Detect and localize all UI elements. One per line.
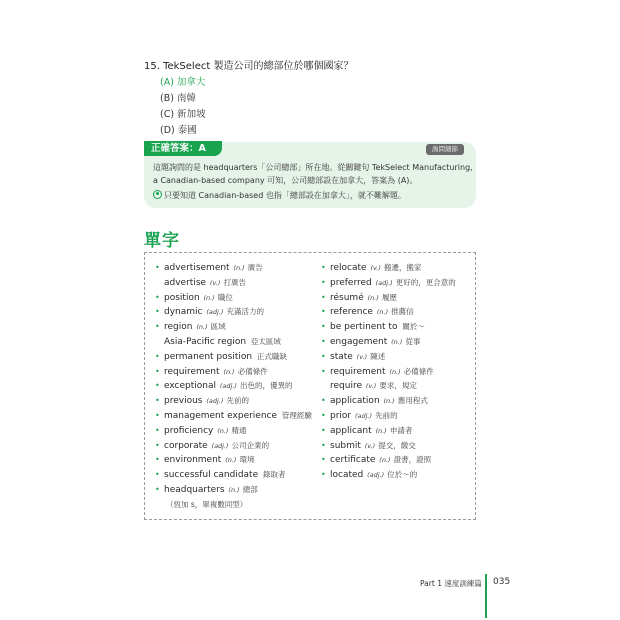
vocab-word: résumé — [330, 292, 367, 303]
part-of-speech: (n.) — [379, 456, 393, 465]
vocab-entry — [155, 394, 315, 409]
bullet-icon: • — [321, 470, 326, 480]
part-of-speech: (n.) — [228, 485, 242, 494]
part-of-speech: (v.) — [364, 441, 378, 450]
page-number: 035 — [493, 577, 511, 587]
vocab-entry — [155, 335, 315, 350]
part-of-speech: (v.) — [356, 352, 370, 361]
bullet-icon: • — [155, 351, 160, 361]
vocab-word: prior — [330, 410, 354, 421]
vocab-entry — [155, 276, 315, 291]
vocab-entry — [155, 439, 315, 454]
chinese-meaning: 先前的 — [375, 410, 398, 420]
vocab-entry — [321, 320, 471, 335]
tip-text: 只要知道 Canadian-based 也指「總部設在加拿大」，就不難解題。 — [164, 191, 406, 200]
tip-line — [153, 189, 468, 202]
vocab-entry — [155, 261, 315, 276]
bullet-icon: • — [155, 263, 160, 272]
bullet-icon: • — [155, 366, 160, 376]
chinese-meaning: 申請者 — [389, 425, 413, 435]
vocab-word: certificate — [330, 455, 379, 466]
vocabulary-box — [144, 252, 476, 520]
chinese-meaning: 充滿活力的 — [226, 307, 264, 317]
vocab-word: previous — [164, 396, 206, 407]
vocab-entry — [155, 453, 315, 468]
part-of-speech: (n.) — [391, 337, 405, 346]
chinese-meaning: 職位 — [217, 292, 233, 302]
part-of-speech: (n.) — [233, 264, 247, 272]
vocab-word: state — [330, 351, 356, 362]
vocab-entry — [155, 483, 315, 498]
chinese-meaning: 總部 — [242, 484, 258, 494]
vocab-word: reference — [330, 307, 376, 318]
bullet-icon: • — [155, 396, 160, 406]
bullet-icon: • — [155, 322, 160, 332]
vocab-entry — [155, 379, 315, 394]
vocab-word: Asia-Pacific region — [164, 336, 249, 347]
tip-icon — [153, 190, 162, 199]
option-a: (A) 加拿大 — [160, 77, 206, 88]
chinese-meaning: 位於～的 — [387, 470, 418, 480]
vocab-column-right — [321, 261, 471, 483]
vocab-word: advertisement — [164, 263, 233, 273]
chinese-meaning: 管理經驗 — [281, 410, 312, 420]
vocab-word: region — [164, 322, 196, 333]
bullet-icon: • — [321, 396, 326, 406]
bullet-icon: • — [321, 351, 326, 361]
question-type-badge: 詢問細節 — [426, 144, 464, 155]
vocab-entry — [155, 468, 315, 483]
part-of-speech: (n.) — [389, 367, 403, 376]
chinese-meaning: 先前的 — [226, 396, 249, 406]
vocab-word: application — [330, 396, 383, 407]
question-stem: 15. TekSelect 製造公司的總部位於哪個國家？ — [144, 61, 354, 72]
footer-divider — [485, 574, 487, 618]
bullet-icon: • — [321, 455, 326, 465]
part-of-speech: (n.) — [375, 426, 389, 435]
bullet-icon: • — [321, 410, 326, 420]
vocab-entry — [155, 365, 315, 380]
bullet-icon: • — [321, 322, 326, 332]
bullet-icon: • — [155, 381, 160, 391]
part-of-speech: (adj.) — [206, 397, 226, 406]
vocab-word: preferred — [330, 277, 375, 288]
bullet-icon: • — [155, 410, 160, 420]
vocab-word: engagement — [330, 336, 391, 347]
vocab-word: management experience — [164, 410, 280, 421]
part-of-speech: (n.) — [217, 426, 231, 435]
vocab-entry — [321, 291, 471, 306]
vocab-word: requirement — [330, 366, 389, 377]
chinese-meaning: 必備條件 — [237, 366, 268, 376]
part-of-speech: (adj.) — [206, 308, 226, 317]
bullet-icon: • — [155, 307, 160, 317]
chinese-meaning: 從事 — [405, 336, 421, 346]
vocab-word: exceptional — [164, 381, 219, 392]
chinese-meaning: 搬遷，搬家 — [383, 263, 422, 272]
chinese-meaning: 廣告 — [247, 263, 263, 272]
vocab-entry — [321, 261, 471, 276]
part-of-speech: (n.) — [367, 293, 381, 302]
bullet-icon: • — [155, 484, 160, 494]
question-block — [144, 58, 353, 139]
part-of-speech: (v.) — [370, 264, 383, 272]
part-of-speech: (v.) — [209, 278, 223, 287]
vocab-entry — [155, 291, 315, 306]
bullet-icon: • — [321, 425, 326, 435]
vocab-word: headquarters — [164, 484, 228, 495]
vocab-entry — [321, 276, 471, 291]
vocab-word: environment — [164, 455, 225, 466]
vocab-entry — [321, 424, 471, 439]
chinese-meaning: 環境 — [239, 455, 255, 465]
chinese-meaning: 關於～ — [402, 322, 425, 332]
vocab-column-left — [155, 261, 315, 513]
vocab-word: relocate — [330, 263, 370, 273]
vocab-word: dynamic — [164, 307, 206, 318]
chinese-meaning: 證書，證照 — [393, 455, 432, 465]
part-of-speech: (adj.) — [367, 471, 387, 480]
chinese-meaning: 更好的，更合意的 — [395, 277, 456, 287]
vocab-entry — [321, 453, 471, 468]
vocab-entry — [321, 305, 471, 320]
vocab-entry — [155, 305, 315, 320]
vocab-entry — [155, 424, 315, 439]
vocab-entry — [321, 350, 471, 365]
chinese-meaning: 陳述 — [370, 351, 386, 361]
vocab-entry — [155, 350, 315, 365]
chinese-meaning: 必備條件 — [403, 366, 434, 376]
part-of-speech: (n.) — [196, 323, 210, 332]
vocab-word: corporate — [164, 440, 211, 451]
footer-part-label: Part 1 速度訓練篇 — [420, 579, 482, 588]
bullet-icon: • — [321, 366, 326, 376]
chinese-meaning: 打廣告 — [223, 277, 246, 287]
vocab-word: requirement — [164, 366, 223, 377]
vocab-word: permanent position — [164, 351, 255, 362]
bullet-icon: • — [155, 455, 160, 465]
bullet-icon: • — [321, 336, 326, 346]
vocab-entry — [155, 320, 315, 335]
vocab-entry — [321, 379, 471, 394]
part-of-speech: (n.) — [223, 367, 237, 376]
bullet-icon: • — [155, 440, 160, 450]
vocab-word: located — [330, 470, 367, 481]
part-of-speech: (adj.) — [375, 278, 395, 287]
vocab-entry — [155, 409, 315, 424]
chinese-meaning: 出色的，優異的 — [240, 381, 293, 391]
vocab-entry — [155, 498, 315, 513]
chinese-meaning: （恆加 s，單複數同型） — [166, 499, 248, 509]
vocab-word: proficiency — [164, 425, 217, 436]
bullet-icon: • — [155, 425, 160, 435]
vocab-word: position — [164, 292, 203, 303]
option-list — [160, 75, 353, 139]
option-c: (C) 新加坡 — [160, 109, 206, 120]
chinese-meaning: 要求，規定 — [379, 381, 417, 391]
part-of-speech: (n.) — [376, 308, 391, 317]
chinese-meaning: 應用程式 — [397, 396, 428, 406]
vocab-word: require — [330, 381, 365, 392]
bullet-icon: • — [155, 470, 160, 480]
answer-explanation-box — [144, 142, 476, 208]
chinese-meaning: 精通 — [231, 425, 247, 435]
chinese-meaning: 正式職缺 — [256, 351, 287, 361]
part-of-speech: (v.) — [365, 382, 379, 391]
chinese-meaning: 亞太區域 — [250, 336, 281, 346]
bullet-icon: • — [321, 307, 326, 317]
chinese-meaning: 提交，繳交 — [378, 440, 416, 450]
chinese-meaning: 履歷 — [381, 292, 397, 302]
vocab-entry — [321, 409, 471, 424]
explanation-line: a Canadian-based company 可知，公司總部設在加拿大，答案為 (A)。 — [153, 176, 418, 185]
explanation-line: 這題詢問的是 headquarters「公司總部」所在地。從關鍵句 TekSelect Manufacturing, — [153, 163, 473, 172]
bullet-icon: • — [155, 292, 160, 302]
bullet-icon: • — [321, 263, 326, 272]
bullet-icon: • — [321, 277, 326, 287]
vocab-entry — [321, 335, 471, 350]
vocab-entry — [321, 439, 471, 454]
explanation-text — [153, 161, 473, 202]
section-title-vocabulary: 單字 — [144, 231, 180, 251]
option-d: (D) 泰國 — [160, 125, 197, 136]
part-of-speech: (adj.) — [211, 441, 231, 450]
part-of-speech: (adj.) — [354, 411, 375, 420]
option-b: (B) 南韓 — [160, 93, 196, 104]
part-of-speech: (n.) — [203, 293, 217, 302]
chinese-meaning: 公司企業的 — [231, 440, 270, 450]
vocab-entry — [321, 468, 471, 483]
bullet-icon: • — [321, 440, 326, 450]
chinese-meaning: 錄取者 — [262, 470, 286, 480]
vocab-word: successful candidate — [164, 470, 261, 481]
vocab-word: submit — [330, 440, 364, 451]
vocab-entry — [321, 365, 471, 380]
bullet-icon: • — [321, 292, 326, 302]
chinese-meaning: 區域 — [210, 322, 226, 332]
chinese-meaning: 推薦信 — [391, 307, 414, 317]
vocab-word: applicant — [330, 425, 375, 436]
part-of-speech: (n.) — [225, 456, 239, 465]
part-of-speech: (adj.) — [219, 382, 239, 391]
correct-answer-tag: 正確答案：A — [144, 141, 222, 156]
vocab-word: advertise — [164, 277, 209, 288]
vocab-entry — [321, 394, 471, 409]
part-of-speech: (n.) — [383, 397, 397, 406]
vocab-word: be pertinent to — [330, 322, 401, 333]
